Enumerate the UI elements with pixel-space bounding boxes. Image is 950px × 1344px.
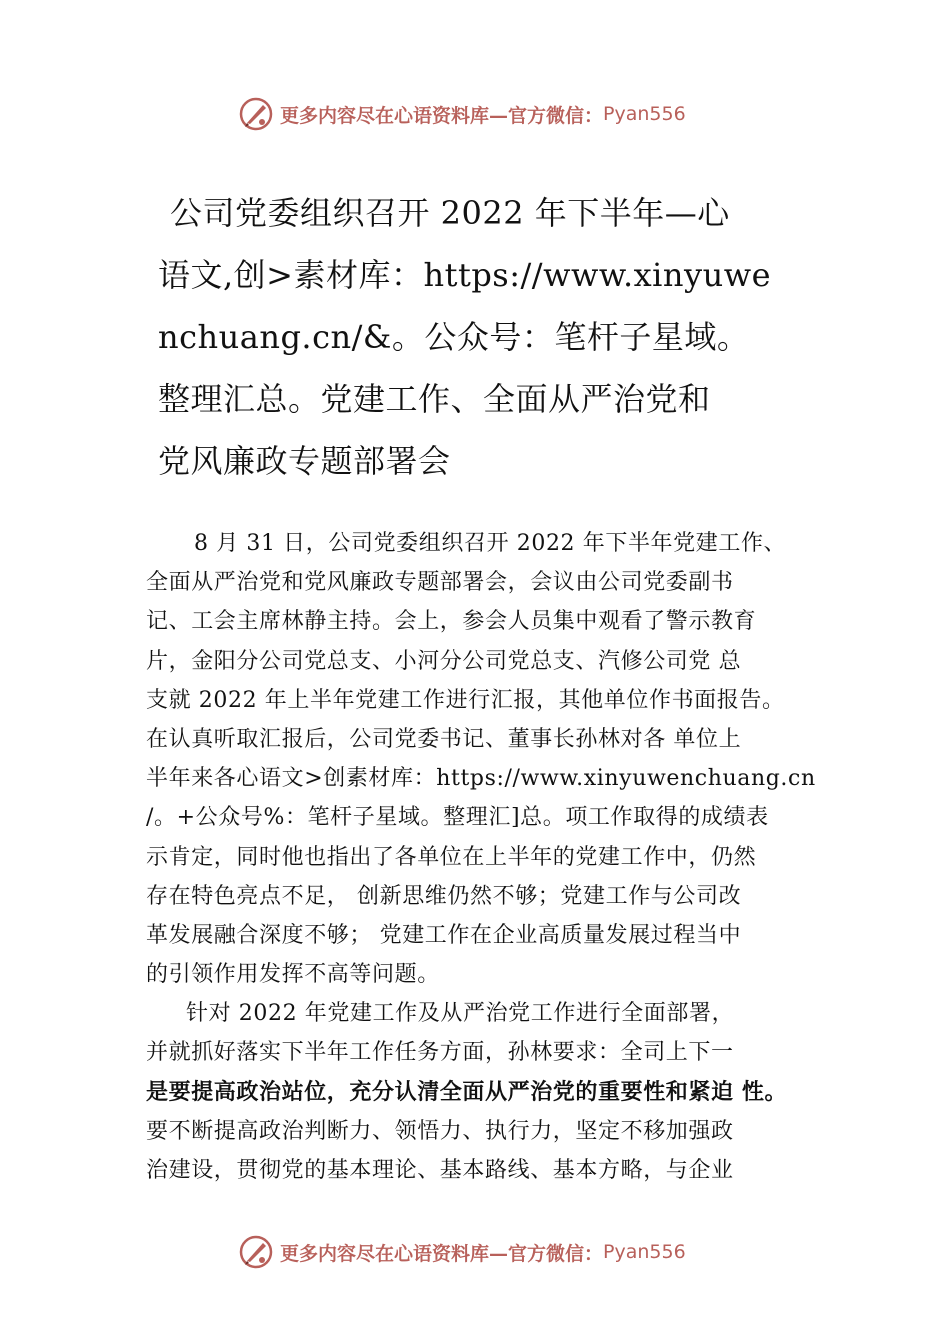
paragraph-line: 治建设，贯彻党的基本理论、基本路线、基本方略，与企业	[146, 1158, 734, 1183]
quill-pen-logo-icon	[238, 1234, 274, 1270]
paragraph-line: 革发展融合深度不够； 党建工作在企业高质量发展过程当中	[146, 922, 742, 948]
paragraph-line: 的引领作用发挥不高等问题。	[146, 962, 440, 988]
quill-pen-logo-icon	[238, 96, 274, 132]
paragraph-line: 针对 2022 年党建工作及从严治党工作进行全面部署，	[186, 1001, 735, 1027]
document-title	[158, 182, 798, 492]
paragraph-line: 支就 2022 年上半年党建工作进行汇报，其他单位作书面报告。	[146, 687, 785, 713]
document-body	[146, 524, 866, 1190]
banner-text: 更多内容尽在心语资料库—官方微信：	[280, 1242, 604, 1265]
paragraph-line: 全面从严治党和党风廉政专题部署会，会议由公司党委副书	[146, 570, 734, 596]
footer-banner	[238, 1232, 758, 1272]
title-line: 语文,创>素材库：https://www.xinyuwe	[158, 256, 772, 294]
paragraph-line: 存在特色亮点不足， 创新思维仍然不够；党建工作与公司改	[146, 883, 742, 909]
paragraph-line: 在认真听取汇报后，公司党委书记、董事长孙林对各 单位上	[146, 726, 742, 752]
paragraph-line: 并就抓好落实下半年工作任务方面，孙林要求：全司上下一	[146, 1040, 734, 1066]
title-line: 整理汇总。党建工作、全面从严治党和	[158, 380, 711, 418]
title-line: 党风廉政专题部署会	[158, 442, 451, 480]
paragraph-line: 示肯定，同时他也指出了各单位在上半年的党建工作中，仍然	[146, 844, 757, 870]
paragraph-line: 半年来各心语文>创素材库：https://www.xinyuwenchuang.cn	[146, 766, 816, 792]
paragraph-line: 8 月 31 日，公司党委组织召开 2022 年下半年党建工作、	[194, 531, 787, 556]
banner-wechat-id: Pyan556	[603, 1241, 686, 1263]
header-banner	[238, 94, 758, 134]
title-line: 公司党委组织召开 2022 年下半年—心	[170, 194, 730, 232]
paragraph-line-bold: 是要提高政治站位，充分认清全面从严治党的重要性和紧迫 性。	[146, 1078, 788, 1105]
paragraph-line: /。+公众号%：笔杆子星域。整理汇]总。项工作取得的成绩表	[146, 805, 769, 831]
paragraph-line: 记、工会主席林静主持。会上，参会人员集中观看了警示教育	[146, 609, 757, 635]
paragraph-line: 片，金阳分公司党总支、小河分公司党总支、汽修公司党 总	[146, 648, 742, 674]
banner-wechat-id: Pyan556	[603, 103, 686, 125]
title-line: nchuang.cn/&。公众号：笔杆子星域。	[158, 318, 750, 356]
paragraph-line: 要不断提高政治判断力、领悟力、执行力，坚定不移加强政	[146, 1118, 734, 1144]
banner-text: 更多内容尽在心语资料库—官方微信：	[280, 104, 604, 127]
